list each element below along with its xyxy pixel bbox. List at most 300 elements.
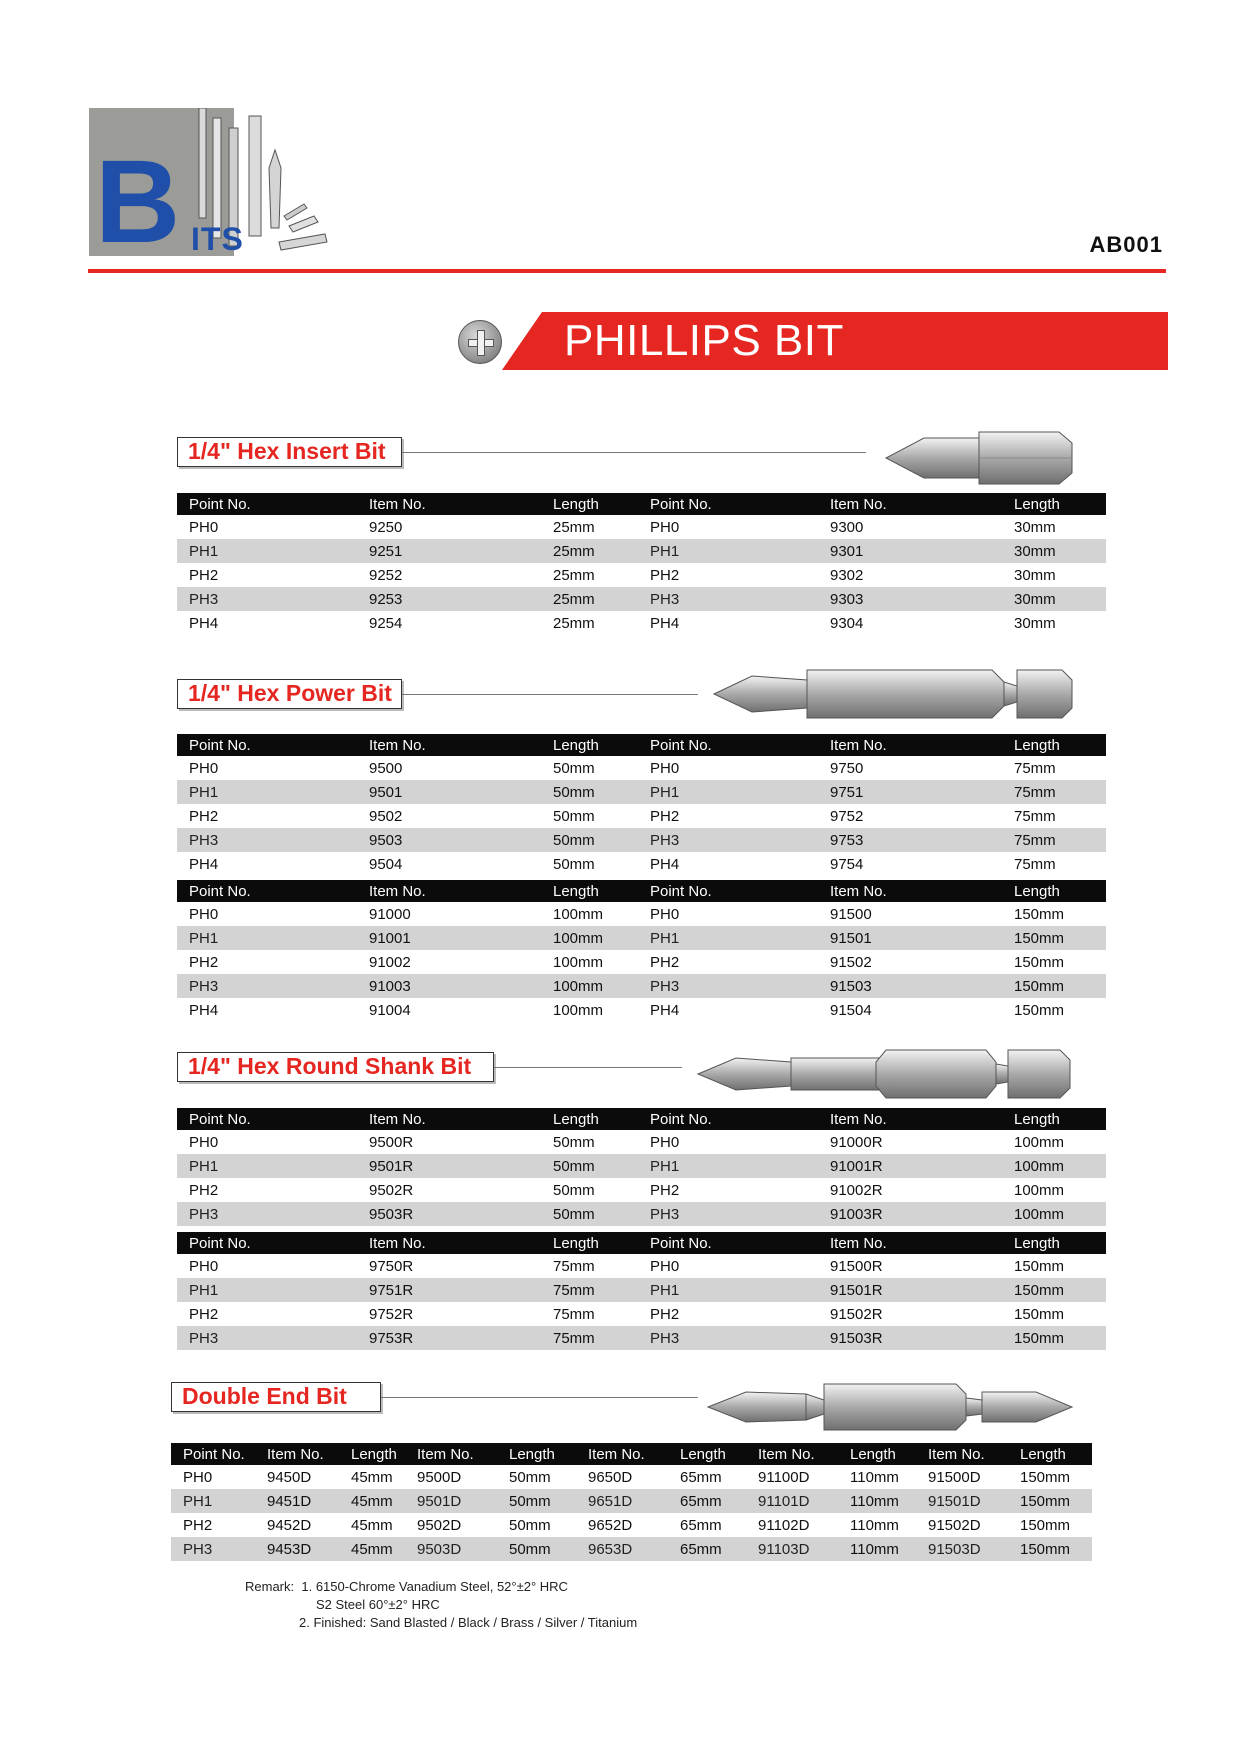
table-row	[177, 515, 645, 539]
item-no-header: Item No.	[405, 1443, 497, 1465]
point-no-cell: PH2	[189, 1305, 219, 1323]
length-cell: 150mm	[1014, 953, 1065, 971]
length-cell: 100mm	[553, 1001, 604, 1019]
table-row	[638, 539, 1106, 563]
length-cell: 75mm	[1002, 780, 1106, 804]
length-cell: 150mm	[1014, 1001, 1065, 1019]
length-header: Length	[1002, 734, 1106, 756]
length-cell: 150mm	[1014, 905, 1065, 923]
table-row	[638, 852, 1106, 876]
item-no-cell: 9650D	[588, 1468, 633, 1486]
point-no-cell: PH3	[638, 974, 818, 998]
item-no-header: Item No.	[746, 1443, 838, 1465]
table-header-row	[638, 1232, 1106, 1254]
table-row	[638, 902, 1106, 926]
point-no-header: Point No.	[638, 880, 818, 902]
length-cell: 45mm	[351, 1516, 393, 1534]
item-no-cell: 91001	[357, 926, 541, 950]
catalog-code: AB001	[1089, 232, 1163, 257]
item-no-cell: 9504	[369, 855, 403, 873]
item-no-cell: 9501	[357, 780, 541, 804]
item-no-cell: 91000	[369, 905, 411, 923]
table-row	[638, 1326, 1106, 1350]
table-header-row	[638, 734, 1106, 756]
table-row	[638, 756, 1106, 780]
point-no-cell: PH4	[650, 1001, 680, 1019]
double-end-bit-image	[706, 1380, 1074, 1434]
length-cell: 65mm	[668, 1537, 752, 1561]
length-cell: 150mm	[1020, 1516, 1071, 1534]
point-no-cell: PH1	[638, 1278, 818, 1302]
length-cell: 45mm	[351, 1468, 393, 1486]
length-cell: 100mm	[1002, 1202, 1106, 1226]
item-no-cell: 9503	[357, 828, 541, 852]
item-no-header: Item No.	[357, 493, 541, 515]
length-cell: 25mm	[553, 614, 595, 632]
length-cell: 75mm	[1014, 759, 1056, 777]
length-cell: 45mm	[339, 1489, 419, 1513]
item-no-cell: 91503R	[818, 1326, 1002, 1350]
length-cell: 100mm	[1014, 1133, 1065, 1151]
table-row	[916, 1465, 1092, 1489]
item-no-header: Item No.	[357, 880, 541, 902]
table-row	[177, 828, 645, 852]
table-header-row	[177, 734, 645, 756]
round-table-a-right	[638, 1108, 1106, 1226]
item-no-cell: 9653D	[576, 1537, 668, 1561]
item-no-header: Item No.	[255, 1443, 339, 1465]
point-no-cell: PH0	[650, 1257, 680, 1275]
length-header: Length	[838, 1443, 922, 1465]
length-cell: 50mm	[497, 1489, 581, 1513]
item-no-cell: 91501R	[818, 1278, 1002, 1302]
table-row	[177, 804, 645, 828]
point-no-header: Point No.	[638, 493, 818, 515]
item-no-header: Item No.	[357, 734, 541, 756]
length-cell: 25mm	[541, 587, 645, 611]
round-table-b-left	[177, 1232, 645, 1350]
item-no-header: Item No.	[357, 1232, 541, 1254]
table-row	[576, 1489, 752, 1513]
point-no-header: Point No.	[177, 880, 357, 902]
point-no-cell: PH2	[183, 1516, 213, 1534]
table-row	[177, 756, 645, 780]
item-no-cell: 9451D	[255, 1489, 339, 1513]
item-no-cell: 9502	[369, 807, 403, 825]
table-row	[638, 926, 1106, 950]
length-cell: 50mm	[497, 1537, 581, 1561]
length-cell: 30mm	[1014, 566, 1056, 584]
item-no-cell: 91103D	[746, 1537, 838, 1561]
remark-line-3: 2. Finished: Sand Blasted / Black / Brass / Silver / Titanium	[299, 1615, 638, 1630]
item-no-cell: 9303	[818, 587, 1002, 611]
logo-text: ITS	[191, 221, 244, 257]
length-cell: 100mm	[541, 926, 645, 950]
remark-label: Remark:	[245, 1579, 295, 1594]
table-header-row	[746, 1443, 922, 1465]
item-no-cell: 9304	[830, 614, 864, 632]
item-no-header: Item No.	[818, 1108, 1002, 1130]
table-row	[638, 1202, 1106, 1226]
point-no-cell: PH1	[177, 539, 357, 563]
item-no-cell: 91004	[369, 1001, 411, 1019]
point-no-cell: PH0	[189, 1257, 219, 1275]
length-cell: 150mm	[1002, 1326, 1106, 1350]
power-table-a-right	[638, 734, 1106, 876]
point-no-cell: PH3	[177, 974, 357, 998]
item-no-cell: 9752	[830, 807, 864, 825]
table-row	[638, 587, 1106, 611]
table-row	[638, 1254, 1106, 1278]
item-no-cell: 9500R	[369, 1133, 414, 1151]
length-cell: 50mm	[541, 780, 645, 804]
table-row	[916, 1489, 1092, 1513]
length-header: Length	[541, 493, 645, 515]
item-no-cell: 9300	[830, 518, 864, 536]
double-table-1	[171, 1443, 419, 1561]
length-cell: 75mm	[553, 1305, 595, 1323]
table-header-row	[405, 1443, 581, 1465]
item-no-cell: 91501	[818, 926, 1002, 950]
point-no-cell: PH2	[189, 807, 219, 825]
table-row	[177, 852, 645, 876]
item-no-cell: 9252	[369, 566, 403, 584]
table-row	[177, 1326, 645, 1350]
point-no-cell: PH2	[189, 566, 219, 584]
length-cell: 25mm	[553, 566, 595, 584]
table-row	[171, 1465, 419, 1489]
section-divider	[402, 694, 698, 695]
length-cell: 50mm	[509, 1516, 551, 1534]
table-row	[177, 563, 645, 587]
item-no-cell: 9503D	[405, 1537, 497, 1561]
table-row	[638, 1178, 1106, 1202]
double-table-3	[576, 1443, 752, 1561]
item-no-cell: 9503R	[357, 1202, 541, 1226]
item-no-cell: 9302	[830, 566, 864, 584]
table-row	[638, 611, 1106, 635]
item-no-header: Item No.	[818, 880, 1002, 902]
point-no-cell: PH1	[638, 780, 818, 804]
double-table-2	[405, 1443, 581, 1561]
point-no-header: Point No.	[638, 1108, 818, 1130]
item-no-cell: 9254	[369, 614, 403, 632]
table-row	[405, 1489, 581, 1513]
length-cell: 150mm	[1002, 974, 1106, 998]
item-no-cell: 9754	[830, 855, 864, 873]
point-no-cell: PH1	[171, 1489, 255, 1513]
length-header: Length	[1008, 1443, 1092, 1465]
table-row	[177, 1130, 645, 1154]
item-no-cell: 9750R	[369, 1257, 414, 1275]
table-row	[177, 902, 645, 926]
insert-table-left	[177, 493, 645, 635]
length-cell: 50mm	[553, 1133, 595, 1151]
item-no-cell: 91503	[818, 974, 1002, 998]
table-row	[576, 1537, 752, 1561]
table-row	[177, 974, 645, 998]
item-no-cell: 9301	[818, 539, 1002, 563]
remark-line-2: S2 Steel 60°±2° HRC	[316, 1597, 440, 1612]
item-no-header: Item No.	[818, 1232, 1002, 1254]
section-label-power: 1/4" Hex Power Bit	[177, 679, 402, 709]
table-row	[171, 1489, 419, 1513]
point-no-cell: PH0	[189, 1133, 219, 1151]
section-label-round: 1/4" Hex Round Shank Bit	[177, 1052, 494, 1082]
banner-title: PHILLIPS BIT	[564, 316, 844, 365]
item-no-cell: 9651D	[576, 1489, 668, 1513]
item-no-cell: 91000R	[830, 1133, 883, 1151]
length-cell: 100mm	[1002, 1154, 1106, 1178]
point-no-cell: PH4	[189, 855, 219, 873]
item-no-cell: 91500	[830, 905, 872, 923]
item-no-cell: 91003	[357, 974, 541, 998]
table-row	[638, 1130, 1106, 1154]
point-no-cell: PH3	[177, 587, 357, 611]
length-cell: 75mm	[1002, 828, 1106, 852]
item-no-cell: 91501D	[916, 1489, 1008, 1513]
table-header-row	[916, 1443, 1092, 1465]
length-cell: 50mm	[553, 855, 595, 873]
table-row	[638, 950, 1106, 974]
table-row	[177, 998, 645, 1022]
point-no-cell: PH0	[189, 905, 219, 923]
point-no-cell: PH1	[177, 926, 357, 950]
length-cell: 50mm	[541, 1202, 645, 1226]
table-row	[576, 1465, 752, 1489]
item-no-cell: 91002R	[830, 1181, 883, 1199]
length-cell: 50mm	[553, 759, 595, 777]
section-divider	[381, 1397, 698, 1398]
point-no-cell: PH0	[650, 518, 680, 536]
point-no-cell: PH3	[177, 1326, 357, 1350]
item-no-cell: 9753	[818, 828, 1002, 852]
point-no-header: Point No.	[171, 1443, 255, 1465]
remark-line-1: 1. 6150-Chrome Vanadium Steel, 52°±2° HRC	[301, 1579, 568, 1594]
length-cell: 50mm	[553, 1181, 595, 1199]
insert-table-right	[638, 493, 1106, 635]
item-no-cell: 9753R	[357, 1326, 541, 1350]
item-no-cell: 91500R	[830, 1257, 883, 1275]
point-no-cell: PH2	[189, 953, 219, 971]
table-row	[177, 587, 645, 611]
table-row	[177, 1202, 645, 1226]
point-no-cell: PH2	[650, 1181, 680, 1199]
table-row	[746, 1513, 922, 1537]
table-row	[177, 780, 645, 804]
item-no-cell: 91002	[369, 953, 411, 971]
length-cell: 65mm	[680, 1516, 722, 1534]
table-row	[177, 950, 645, 974]
item-no-cell: 91001R	[818, 1154, 1002, 1178]
length-header: Length	[339, 1443, 419, 1465]
table-row	[916, 1513, 1092, 1537]
point-no-cell: PH4	[650, 855, 680, 873]
point-no-header: Point No.	[638, 734, 818, 756]
table-row	[405, 1513, 581, 1537]
length-cell: 50mm	[509, 1468, 551, 1486]
power-table-a-left	[177, 734, 645, 876]
point-no-cell: PH4	[650, 614, 680, 632]
table-row	[638, 780, 1106, 804]
item-no-cell: 9502D	[417, 1516, 462, 1534]
item-no-cell: 91502D	[928, 1516, 981, 1534]
phillips-plus-icon	[458, 320, 502, 364]
length-cell: 75mm	[553, 1257, 595, 1275]
item-no-cell: 9752R	[369, 1305, 414, 1323]
point-no-cell: PH1	[177, 1154, 357, 1178]
table-row	[177, 1302, 645, 1326]
table-header-row	[638, 493, 1106, 515]
point-no-header: Point No.	[177, 1108, 357, 1130]
length-cell: 30mm	[1014, 518, 1056, 536]
length-header: Length	[1002, 880, 1106, 902]
length-cell: 30mm	[1002, 539, 1106, 563]
length-header: Length	[497, 1443, 581, 1465]
item-no-cell: 9500	[369, 759, 403, 777]
table-header-row	[171, 1443, 419, 1465]
length-header: Length	[541, 1108, 645, 1130]
round-table-b-right	[638, 1232, 1106, 1350]
table-row	[405, 1465, 581, 1489]
point-no-header: Point No.	[638, 1232, 818, 1254]
point-no-cell: PH0	[189, 518, 219, 536]
logo-letter: B	[95, 136, 177, 268]
item-no-header: Item No.	[818, 734, 1002, 756]
table-row	[177, 611, 645, 635]
point-no-cell: PH3	[177, 828, 357, 852]
bits-logo	[89, 108, 334, 268]
length-cell: 50mm	[553, 807, 595, 825]
table-row	[171, 1513, 419, 1537]
length-cell: 45mm	[339, 1537, 419, 1561]
table-header-row	[638, 1108, 1106, 1130]
point-no-header: Point No.	[177, 493, 357, 515]
table-header-row	[177, 493, 645, 515]
double-table-4	[746, 1443, 922, 1561]
length-cell: 150mm	[1014, 1305, 1065, 1323]
point-no-cell: PH3	[638, 1202, 818, 1226]
point-no-cell: PH4	[189, 614, 219, 632]
item-no-cell: 9253	[357, 587, 541, 611]
double-table-5	[916, 1443, 1092, 1561]
length-cell: 100mm	[553, 953, 604, 971]
table-row	[576, 1513, 752, 1537]
length-cell: 50mm	[541, 1154, 645, 1178]
point-no-cell: PH3	[177, 1202, 357, 1226]
length-cell: 25mm	[541, 539, 645, 563]
point-no-cell: PH0	[650, 1133, 680, 1151]
item-no-cell: 9250	[369, 518, 403, 536]
length-cell: 100mm	[1014, 1181, 1065, 1199]
point-no-cell: PH0	[183, 1468, 213, 1486]
table-header-row	[177, 880, 645, 902]
item-no-cell: 9750	[830, 759, 864, 777]
power-bit-image	[712, 664, 1074, 724]
point-no-cell: PH3	[638, 1326, 818, 1350]
item-no-cell: 91502R	[830, 1305, 883, 1323]
point-no-header: Point No.	[177, 1232, 357, 1254]
table-header-row	[177, 1232, 645, 1254]
length-cell: 25mm	[553, 518, 595, 536]
length-cell: 75mm	[1014, 855, 1056, 873]
table-row	[638, 998, 1106, 1022]
item-no-cell: 9450D	[267, 1468, 312, 1486]
point-no-cell: PH1	[177, 780, 357, 804]
table-row	[746, 1489, 922, 1513]
section-label-insert: 1/4" Hex Insert Bit	[177, 437, 402, 467]
length-cell: 110mm	[850, 1468, 899, 1486]
table-row	[638, 828, 1106, 852]
table-row	[638, 1154, 1106, 1178]
item-no-cell: 91502	[830, 953, 872, 971]
item-no-cell: 91102D	[758, 1516, 810, 1534]
point-no-cell: PH2	[189, 1181, 219, 1199]
length-cell: 150mm	[1020, 1468, 1071, 1486]
table-row	[177, 1254, 645, 1278]
length-cell: 30mm	[1002, 587, 1106, 611]
length-cell: 110mm	[838, 1489, 922, 1513]
item-no-cell: 91503D	[916, 1537, 1008, 1561]
power-table-b-left	[177, 880, 645, 1022]
remark	[245, 1578, 637, 1632]
item-no-cell: 91504	[830, 1001, 872, 1019]
length-header: Length	[1002, 1232, 1106, 1254]
point-no-cell: PH2	[650, 953, 680, 971]
item-no-header: Item No.	[357, 1108, 541, 1130]
point-no-cell: PH2	[650, 1305, 680, 1323]
length-header: Length	[541, 880, 645, 902]
point-no-cell: PH0	[650, 759, 680, 777]
length-header: Length	[541, 1232, 645, 1254]
length-cell: 100mm	[541, 974, 645, 998]
point-no-cell: PH4	[189, 1001, 219, 1019]
length-cell: 75mm	[1014, 807, 1056, 825]
header-rule	[88, 269, 1166, 273]
table-header-row	[576, 1443, 752, 1465]
table-row	[916, 1537, 1092, 1561]
table-row	[171, 1537, 419, 1561]
table-row	[177, 1154, 645, 1178]
table-row	[746, 1537, 922, 1561]
length-cell: 65mm	[680, 1468, 722, 1486]
item-no-cell: 9500D	[417, 1468, 462, 1486]
length-cell: 110mm	[850, 1516, 899, 1534]
item-no-cell: 91003R	[818, 1202, 1002, 1226]
point-no-cell: PH1	[638, 926, 818, 950]
table-header-row	[177, 1108, 645, 1130]
table-header-row	[638, 880, 1106, 902]
item-no-header: Item No.	[818, 493, 1002, 515]
point-no-cell: PH0	[650, 905, 680, 923]
point-no-cell: PH2	[650, 566, 680, 584]
point-no-cell: PH1	[638, 1154, 818, 1178]
length-cell: 150mm	[1002, 926, 1106, 950]
item-no-cell: 9751R	[357, 1278, 541, 1302]
table-row	[638, 804, 1106, 828]
length-cell: 150mm	[1014, 1257, 1065, 1275]
item-no-cell: 9452D	[267, 1516, 312, 1534]
item-no-cell: 9501D	[405, 1489, 497, 1513]
length-cell: 75mm	[541, 1326, 645, 1350]
length-cell: 110mm	[838, 1537, 922, 1561]
point-no-cell: PH2	[650, 807, 680, 825]
table-row	[638, 1278, 1106, 1302]
table-row	[638, 515, 1106, 539]
table-row	[638, 563, 1106, 587]
section-divider	[402, 452, 866, 453]
point-no-cell: PH3	[638, 828, 818, 852]
